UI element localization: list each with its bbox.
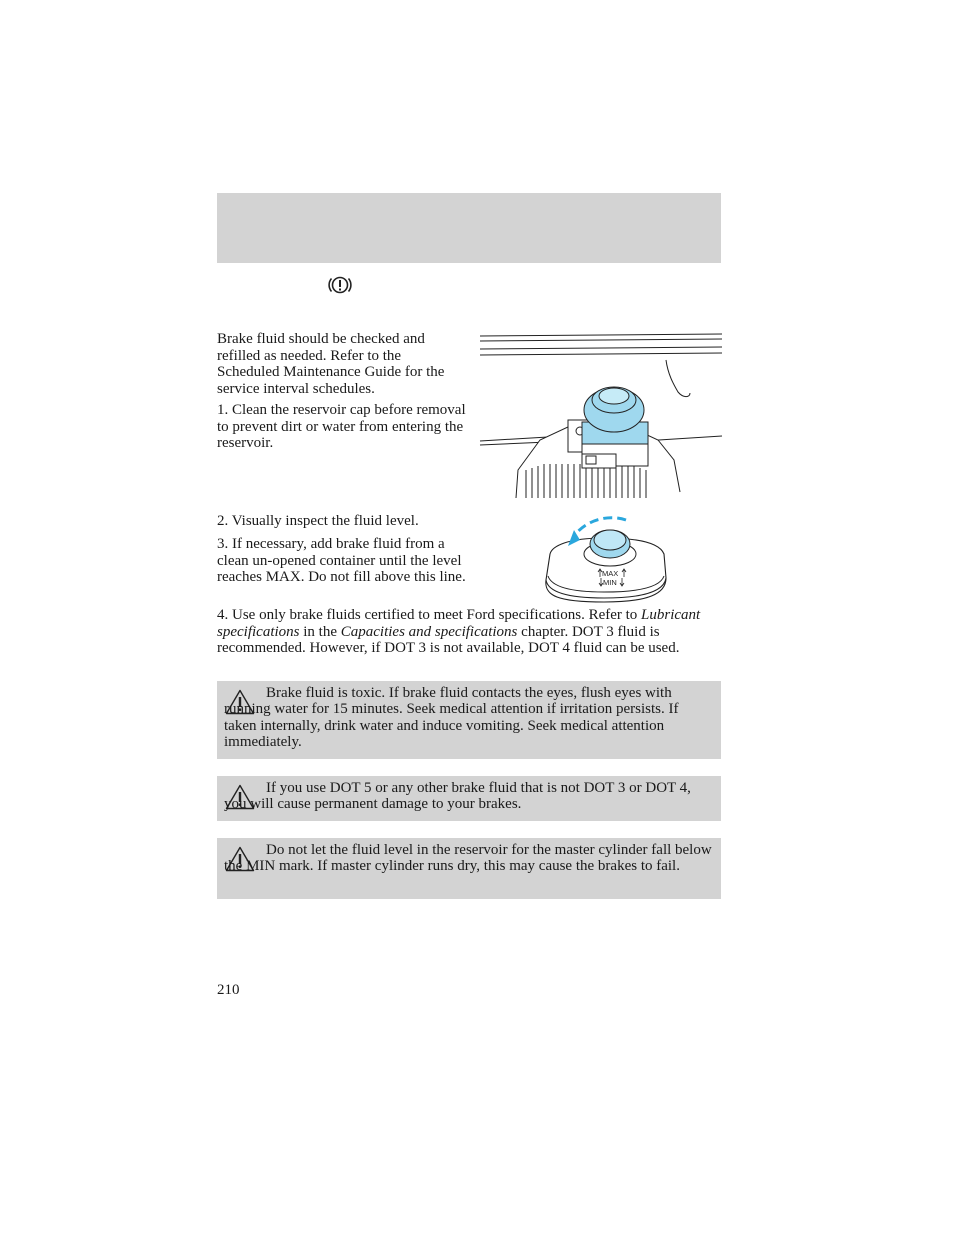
- section-header-band: [217, 193, 721, 263]
- warning-box-dot5: [217, 776, 721, 821]
- min-mark-label: MIN: [603, 578, 617, 587]
- max-mark-label: MAX: [602, 569, 619, 578]
- step-3-text: 3. If necessary, add brake fluid from a clean un-opened container until the level reaches MAX. Do not fill above this line.: [217, 536, 466, 585]
- warning-text-dot5: If you use DOT 5 or any other brake fluid that is not DOT 3 or DOT 4, you will cause permanent damage to your brakes.: [224, 780, 691, 813]
- warning-text-min-level: Do not let the fluid level in the reservoir for the master cylinder fall below the MIN mark. If master cylinder runs dry, this may cause the brakes to fail.: [224, 842, 712, 875]
- lubricant-specifications-reference: Lubricant specifications: [217, 607, 701, 640]
- step-4-part-a: 4. Use only brake fluids certified to meet Ford specifications. Refer to: [217, 607, 642, 623]
- step-2-text: 2. Visually inspect the fluid level.: [217, 513, 419, 529]
- capacities-specifications-reference: Capacities and specifications: [340, 623, 518, 640]
- warning-box-toxic: [217, 681, 721, 759]
- step-4-text: [217, 607, 721, 657]
- intro-paragraph: Brake fluid should be checked and refilled as needed. Refer to the Scheduled Maintenance Guide for the service interval schedules.: [217, 331, 445, 397]
- step-4-part-c: chapter. DOT 3 fluid is recommended. However, if DOT 3 is not available, DOT 4 fluid can be used.: [217, 623, 680, 656]
- brake-warning-icon: [326, 274, 354, 296]
- brake-reservoir-illustration: [478, 330, 724, 502]
- page-number: 210: [217, 982, 240, 998]
- reservoir-fill-illustration: [538, 514, 672, 610]
- step-1-text: 1. Clean the reservoir cap before removal to prevent dirt or water from entering the reservoir.: [217, 402, 466, 451]
- warning-text-toxic: Brake fluid is toxic. If brake fluid contacts the eyes, flush eyes with running water for 15 minutes. Seek medical attention if irritation persists. If taken internally, drink water and induce vomiting. Seek medical attention immediately.: [224, 685, 679, 750]
- warning-box-min-level: [217, 838, 721, 899]
- step-4-part-b: in the: [299, 623, 341, 640]
